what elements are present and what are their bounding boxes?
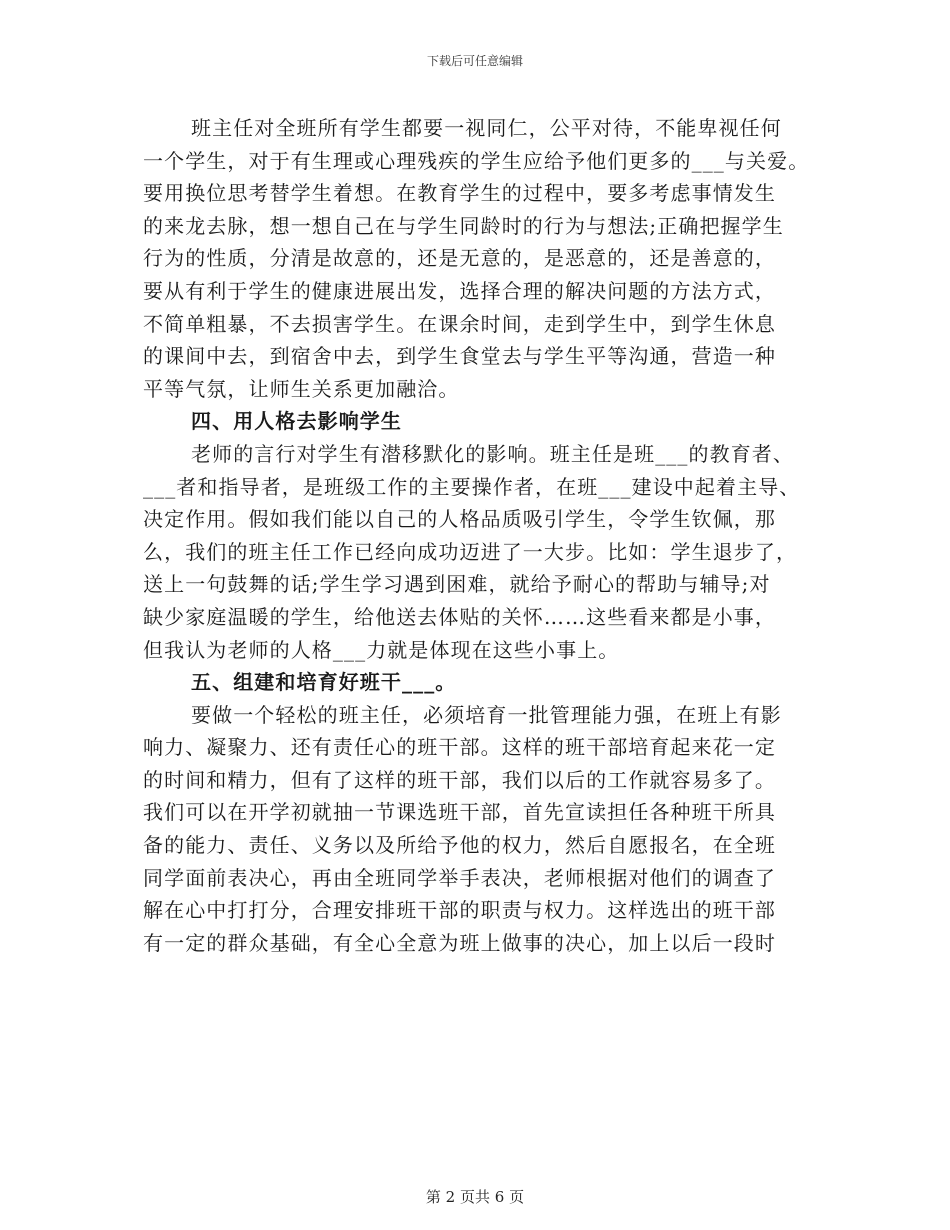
- section-heading: 四、用人格去影响学生: [191, 409, 402, 434]
- paragraph-line: 要从有利于学生的健康进展出发，选择合理的解决问题的方法方式，: [143, 278, 776, 303]
- page-header: 下载后可任意编辑: [426, 54, 523, 68]
- paragraph-line: 班主任对全班所有学生都要一视同仁，公平对待，不能卑视任何: [191, 116, 782, 140]
- paragraph-line: 的课间中去，到宿舍中去，到学生食堂去与学生平等沟通，营造一种: [143, 344, 776, 369]
- paragraph-line: 不简单粗暴，不去损害学生。在课余时间，走到学生中，到学生休息: [143, 311, 776, 336]
- paragraph-line: ___者和指导者，是班级工作的主要操作者，在班___建设中起着主导、: [143, 474, 801, 499]
- paragraph-line: 有一定的群众基础，有全心全意为班上做事的决心，加上以后一段时: [143, 930, 776, 955]
- paragraph-line: 的来龙去脉，想一想自己在与学生同龄时的行为与想法;正确把握学生: [143, 213, 784, 238]
- paragraph-line: 响力、凝聚力、还有责任心的班干部。这样的班干部培育起来花一定: [143, 735, 776, 760]
- paragraph-line: 么，我们的班主任工作已经向成功迈进了一大步。比如：学生退步了，: [143, 539, 798, 564]
- document-body: [143, 112, 823, 959]
- paragraph-line: 解在心中打打分，合理安排班干部的职责与权力。这样选出的班干部: [143, 898, 776, 923]
- paragraph-line: 备的能力、责任、义务以及所给予他的权力，然后自愿报名，在全班: [143, 833, 776, 858]
- paragraph-line: 要用换位思考替学生着想。在教育学生的过程中，要多考虑事情发生: [143, 181, 776, 206]
- section-heading: 五、组建和培育好班干___。: [191, 670, 457, 695]
- paragraph-line: 老师的言行对学生有潜移默化的影响。班主任是班___的教育者、: [191, 441, 794, 466]
- paragraph-line: 送上一句鼓舞的话;学生学习遇到困难，就给予耐心的帮助与辅导;对: [143, 572, 771, 597]
- paragraph-line: 决定作用。假如我们能以自己的人格品质吸引学生，令学生钦佩，那: [143, 507, 776, 532]
- paragraph-line: 平等气氛，让师生关系更加融洽。: [143, 376, 460, 401]
- paragraph-line: 的时间和精力，但有了这样的班干部，我们以后的工作就容易多了。: [143, 767, 776, 792]
- page-number: 第 2 页共 6 页: [425, 1188, 525, 1206]
- paragraph-line: 同学面前表决心，再由全班同学举手表决，老师根据对他们的调查了: [143, 865, 776, 890]
- paragraph-line: 缺少家庭温暖的学生，给他送去体贴的关怀……这些看来都是小事，: [143, 604, 776, 629]
- paragraph-line: 行为的性质，分清是故意的，还是无意的，是恶意的，还是善意的，: [143, 246, 776, 271]
- paragraph-line: 一个学生，对于有生理或心理残疾的学生应给予他们更多的___与关爱。: [143, 148, 810, 173]
- paragraph-line: 要做一个轻松的班主任，必须培育一批管理能力强，在班上有影: [191, 702, 782, 727]
- paragraph-line: 我们可以在开学初就抽一节课选班干部，首先宣读担任各种班干所具: [143, 800, 776, 825]
- paragraph-line: 但我认为老师的人格___力就是体现在这些小事上。: [143, 637, 620, 662]
